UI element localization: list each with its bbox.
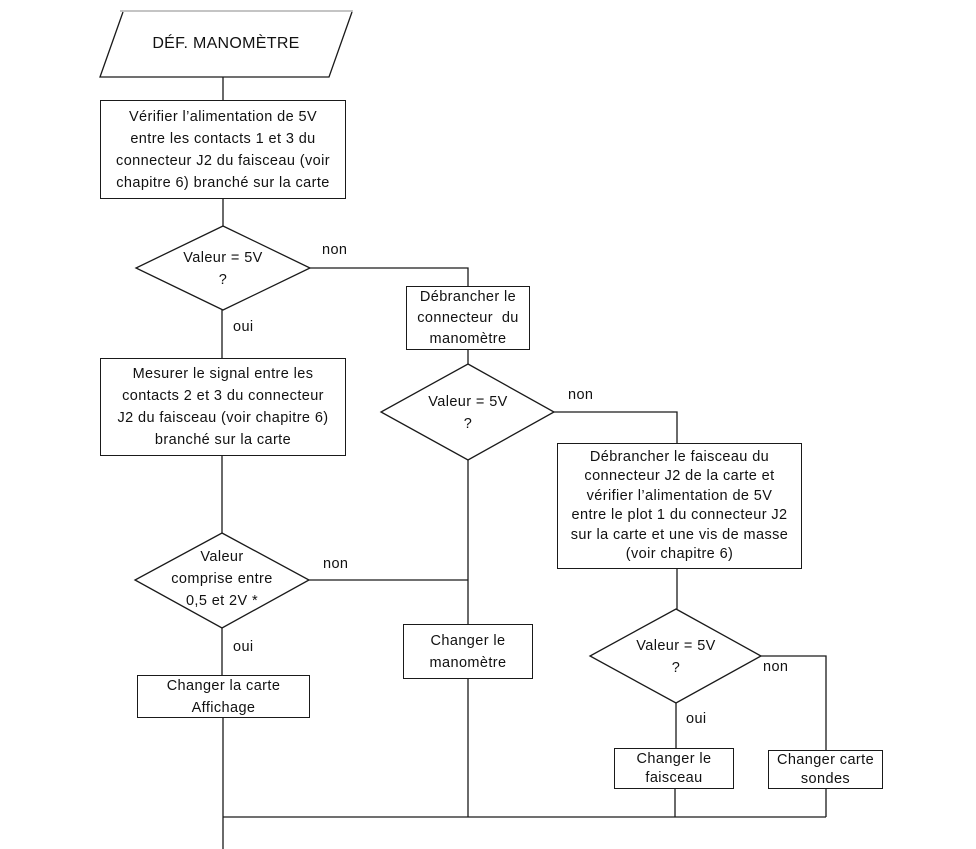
text-line: sur la carte et une vis de masse <box>570 526 789 543</box>
text-line: Changer le <box>636 750 712 767</box>
text-line: faisceau <box>645 769 703 786</box>
text-line: Valeur = 5V <box>428 394 508 410</box>
change-probe-board-box <box>768 750 883 789</box>
text-line: sondes <box>800 770 851 787</box>
verify-5v-supply-box <box>100 100 346 199</box>
decision-value-5v-2-label <box>398 391 538 435</box>
text-line: entre les contacts 1 et 3 du <box>130 130 316 147</box>
terminator-def-manometre-label: DÉF. MANOMÈTRE <box>152 35 300 52</box>
disconnect-harness-box <box>557 443 802 569</box>
text-line: Mesurer le signal entre les <box>132 366 314 382</box>
edge-label-range-oui: oui <box>233 639 254 655</box>
text-line: manomètre <box>429 330 507 347</box>
text-line: J2 du faisceau (voir chapitre 6) <box>117 410 329 426</box>
text-line: chapitre 6) branché sur la carte <box>116 174 330 191</box>
text-line: connecteur J2 du faisceau (voir <box>116 152 330 169</box>
change-display-board-box <box>137 675 310 718</box>
text-line: manomètre <box>429 654 507 671</box>
text-line: connecteur J2 de la carte et <box>584 468 775 484</box>
text-line: (voir chapitre 6) <box>625 546 734 562</box>
text-line: Vérifier l’alimentation de 5V <box>128 108 318 125</box>
edge-label-d1-oui: oui <box>233 319 254 335</box>
edge-label-d2-non: non <box>568 387 594 403</box>
text-line: Valeur <box>200 549 244 565</box>
text-line: Changer le <box>430 632 506 649</box>
measure-signal-box <box>100 358 346 456</box>
edge-label-d3-non: non <box>763 659 789 675</box>
change-harness-box <box>614 748 734 789</box>
text-line: Valeur = 5V <box>636 638 716 654</box>
text-line: ? <box>463 416 473 432</box>
text-line: ? <box>218 272 228 288</box>
disconnect-gauge-connector-box <box>406 286 530 350</box>
text-line: Débrancher le faisceau du <box>589 448 770 465</box>
change-gauge-box <box>403 624 533 679</box>
decision-value-5v-3-label <box>606 635 746 679</box>
text-line: ? <box>671 660 681 676</box>
edge-label-range-non: non <box>323 556 349 572</box>
decision-value-range-label <box>152 546 292 612</box>
text-line: Débrancher le <box>419 288 517 305</box>
text-line: contacts 2 et 3 du connecteur <box>122 388 324 404</box>
text-line: Valeur = 5V <box>183 250 263 266</box>
text-line: connecteur du <box>417 309 519 326</box>
edge-label-d3-oui: oui <box>686 711 707 727</box>
text-line: comprise entre <box>171 571 273 587</box>
text-line: vérifier l’alimentation de 5V <box>586 487 773 504</box>
text-line: Changer carte <box>776 751 875 768</box>
text-line: entre le plot 1 du connecteur J2 <box>571 507 788 523</box>
decision-value-5v-1-label <box>153 247 293 291</box>
text-line: Affichage <box>191 699 256 716</box>
edge-label-d1-non: non <box>322 242 348 258</box>
text-line: 0,5 et 2V * <box>185 593 259 609</box>
text-line: branché sur la carte <box>154 432 292 448</box>
text-line: Changer la carte <box>166 677 281 694</box>
